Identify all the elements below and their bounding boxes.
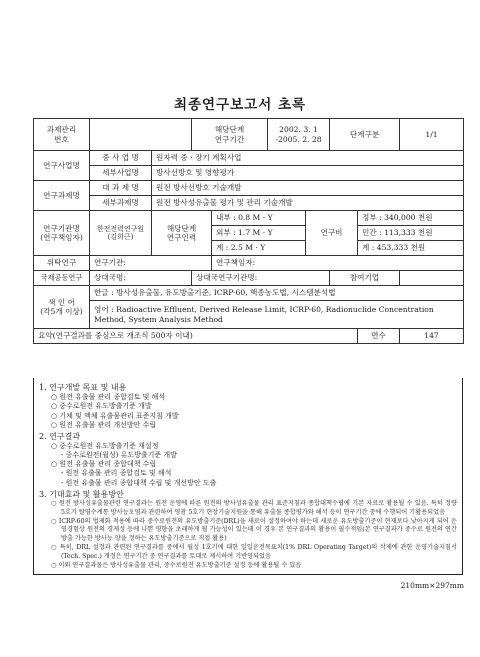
intl-country: 상대국명: bbox=[90, 271, 192, 286]
project-no-value bbox=[90, 119, 192, 151]
sub-task-label: 세부과제명 bbox=[90, 196, 152, 211]
list-item: ○ ICRP-60의 법제화 적용에 따라 중수로원전의 유도방출기준(DRL)을 새로이 설정하여야 하는데 새로운 유도방출기준이 현재보다 낮아지게 되어 운영경험상 원전의 경제성 등에 나쁜 영향을 초래하게 될 가능성이 있는데 이 경우 본 연구결과의 활용이 필수적임(본 연구결과가 중수로 원전의 연간방출 가능한 방사능 양을 정하는 유도방출기준으로 직접 활용) bbox=[51, 517, 457, 543]
staff-row: 외부 : 1.7 M · Y bbox=[212, 226, 306, 241]
stage-value: 1/1 bbox=[400, 119, 464, 151]
pages-value: 147 bbox=[400, 329, 464, 344]
cost-row: 정부 : 340,000 천원 bbox=[358, 211, 464, 226]
list-item: ○ 중수로원전 유도방출기준 재설정 bbox=[51, 442, 159, 451]
section-heading: 3. 기대효과 및 활용방안 bbox=[39, 489, 124, 499]
delegate-label: 위탁연구 bbox=[34, 256, 90, 271]
org-label: 연구기관명 (연구책임자) bbox=[34, 211, 90, 256]
sub-task-value: 원전 방사성유출물 평가 및 관리 기술개발 bbox=[152, 196, 464, 211]
intl-label: 국제공동연구 bbox=[34, 271, 90, 286]
participant-label: 참여기업 bbox=[330, 271, 400, 286]
list-item: ○ 특히, DRL 설정과 관련된 연구결과를 중에서 월성 1호기에 대한 일일운전목표치(1% DRL Operating Target)의 삭제에 관한 운영기술지침서(Tech. Spec.) 개정은 연구기간 중 연구결과를 토대로 제시하여 기반영되었음 bbox=[51, 544, 457, 560]
index-english: 영어 : Radioactive Effluent, Derived Release Limit, ICRP-60, Radionuclide Concentration Method, System Analysis Method bbox=[90, 301, 464, 329]
list-item: - 원전 유출물 관리 종합대책 수립 및 개선방안 도출 bbox=[61, 478, 217, 487]
list-item: ○ 원전 유출물 관리 종합검토 및 해석 bbox=[51, 393, 166, 402]
list-item: ○ 원전 유출물 관리 개선방안 수립 bbox=[51, 420, 157, 429]
index-label: 색 인 어 (각5개 이상) bbox=[34, 286, 90, 329]
list-item: ○ 이외 연구결과물은 방사성유출물 관리, 중수로원전 유도방출기준 설정 등에 활용될 수 있음 bbox=[51, 561, 302, 569]
project-no-label: 과제관리 번호 bbox=[34, 119, 90, 151]
main-task-value: 원전 방사선방호 기술개발 bbox=[152, 181, 464, 196]
task-label: 연구과제명 bbox=[34, 181, 90, 211]
sub-program-value: 방사선방호 및 영향평가 bbox=[152, 166, 464, 181]
list-item: ○ 기체 및 액체 유출물관리 표준지침 개발 bbox=[51, 411, 179, 420]
summary-label: 요약(연구결과를 중심으로 개조식 500자 이내) bbox=[34, 329, 358, 344]
list-item: ○ 원전 방사성유출물관련 연구결과는 원전 운영에 따른 원전의 방사성유출물 관리 표준지침과 종합대책수립에 기본 자료로 활용될 수 있음. 특히 정량 5호기 탈염수계통 방사능오염과 관련하여 영광 5호기 현장기술지원을 통해 유출물 종합평가와 해석 등이 연구기간 중에 수행되어 기활용되었음 bbox=[51, 500, 457, 516]
summary-body bbox=[33, 378, 463, 575]
cost-row: 민간 : 113,333 천원 bbox=[358, 226, 464, 241]
section-heading: 1. 연구개발 목표 및 내용 bbox=[39, 383, 127, 392]
list-item: - 원전 유출물 관리 종합검토 및 해석 bbox=[61, 469, 172, 478]
index-korean: 한글 : 방사성유출물, 유도방출기준, ICRP-60, 핵종농도법, 시스템분석법 bbox=[90, 286, 464, 301]
list-item: ○ 원전 유출물 관리 종합대책 수립 bbox=[51, 460, 157, 469]
cost-row: 계 : 453,333 천원 bbox=[358, 241, 464, 256]
sub-program-label: 세부사업명 bbox=[90, 166, 152, 181]
list-item: ○ 중수로원전 유도방출기준 개발 bbox=[51, 402, 152, 411]
main-task-label: 대 과 제 명 bbox=[90, 181, 152, 196]
program-label: 연구사업명 bbox=[34, 151, 90, 181]
paper-size-note: 210mm×297mm bbox=[400, 581, 464, 590]
pages-label: 면수 bbox=[358, 329, 400, 344]
period-value: 2002. 3. 1 -2005. 2. 28 bbox=[268, 119, 330, 151]
intl-org: 상대국연구기관명: bbox=[192, 271, 330, 286]
summary-table bbox=[33, 118, 464, 344]
main-program-label: 중 사 업 명 bbox=[90, 151, 152, 166]
delegate-person: 연구책임자: bbox=[212, 256, 464, 271]
cost-label: 연구비 bbox=[306, 211, 358, 256]
participant-value bbox=[400, 271, 464, 286]
staff-row: 계 : 2.5 M · Y bbox=[212, 241, 306, 256]
staff-label: 해당단계 연구인력 bbox=[152, 211, 212, 256]
staff-row: 내부 : 0.8 M · Y bbox=[212, 211, 306, 226]
page-title: 최종연구보고서 초록 bbox=[173, 97, 307, 113]
stage-label: 단계구분 bbox=[330, 119, 400, 151]
delegate-org: 연구기관: bbox=[90, 256, 212, 271]
org-value: 한전전력연구원 (김희근) bbox=[90, 211, 152, 256]
period-label: 해당단계 연구기간 bbox=[192, 119, 268, 151]
section-heading: 2. 연구결과 bbox=[39, 431, 81, 441]
main-program-value: 원자력 중ㆍ장기 계획사업 bbox=[152, 151, 464, 166]
list-item: - 중수로원전(월성) 유도방출기준 개발 bbox=[61, 451, 177, 460]
